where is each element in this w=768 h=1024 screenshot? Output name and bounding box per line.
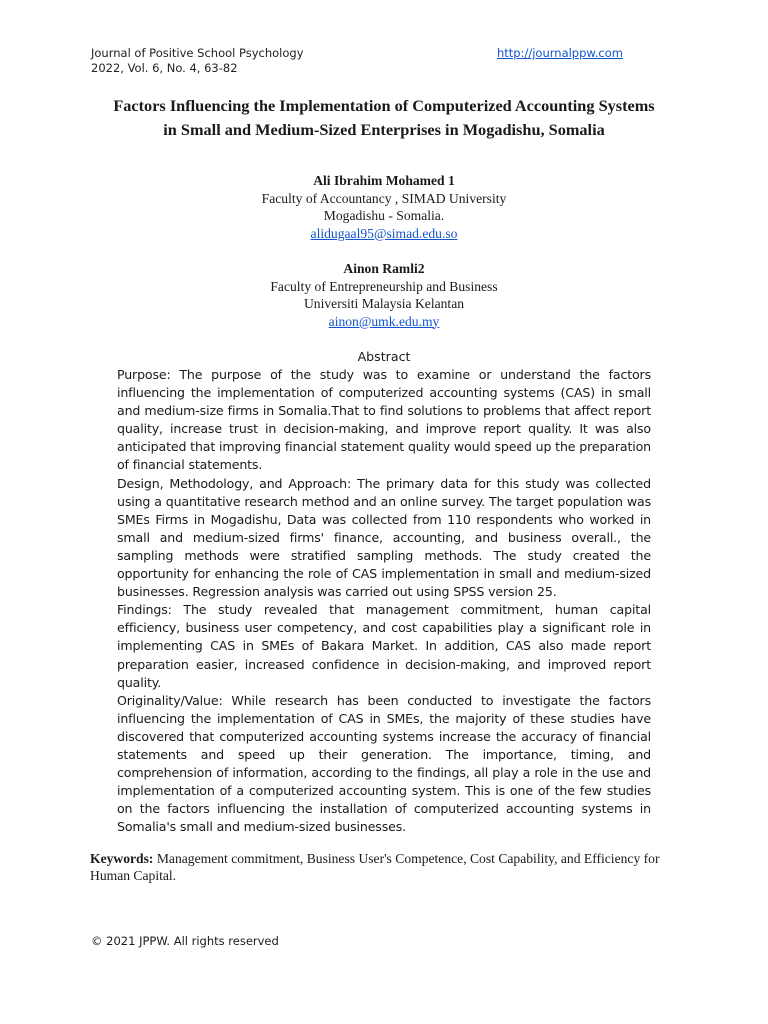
author-email-link[interactable]: alidugaal95@simad.edu.so [310,225,458,241]
abstract-originality: Originality/Value: While research has been conducted to investigate the factors influencing the implementation of CAS in SMEs, the majority of these studies have discovered that computerized accounting systems increase the accuracy of financial statements and speed up their generation. The importance, timing, and comprehension of information, according to the findings, all play a role in the use and implementation of a computerized accounting system. This is one of the few studies on the factors influencing the installation of computerized accounting systems in Somalia's small and medium-sized businesses. [117,692,651,835]
copyright-footer: © 2021 JPPW. All rights reserved [91,934,279,948]
author-location: Universiti Malaysia Kelantan [303,296,465,311]
author-affiliation: Faculty of Accountancy , SIMAD University [261,190,507,206]
journal-url-link[interactable]: http://journalppw.com [497,46,623,60]
author-name: Ali Ibrahim Mohamed 1 [313,173,455,188]
keywords-label: Keywords: [90,851,154,866]
paper-title: Factors Influencing the Implementation of Computerized Accounting Systems in Small and Medium-Sized Enterprises in Mogadishu, Somalia [113,96,655,139]
abstract-design: Design, Methodology, and Approach: The primary data for this study was collected using a quantitative research method and an online survey. The target population was SMEs Firms in Mogadishu, Data was collected from 110 respondents who worked in small and medium-sized firms' finance, accounting, and business overall., the sampling methods were stratified sampling methods. The study created the opportunity for enhancing the role of CAS implementation in small and medium-sized businesses. Regression analysis was carried out using SPSS version 25. [117,475,651,600]
keywords-text: Management commitment, Business User's Competence, Cost Capability, and Efficiency for Human Capital. [90,851,660,883]
journal-name: Journal of Positive School Psychology [91,46,304,60]
author-block-1 [134,172,634,242]
journal-header [91,46,304,76]
volume-info: 2022, Vol. 6, No. 4, 63-82 [91,61,238,75]
author-email-link[interactable]: ainon@umk.edu.my [328,313,440,329]
author-location: Mogadishu - Somalia. [323,208,445,223]
abstract-purpose: Purpose: The purpose of the study was to examine or understand the factors influencing the implementation of computerized accounting systems (CAS) in small and medium-size firms in Somalia.That to find solutions to problems that affect report quality, increase trust in decision-making, and improve report quality. It was also anticipated that improving financial statement quality would speed up the preparation of financial statements. [117,367,651,473]
abstract-findings: Findings: The study revealed that management commitment, human capital efficiency, business user competency, and cost capabilities play a significant role in implementing CAS in SMEs of Bakara Market. In addition, CAS also made report preparation easier, increased confidence in decision-making, and improved report quality. [117,602,651,690]
author-block-2 [134,260,634,330]
author-affiliation: Faculty of Entrepreneurship and Business [270,278,498,294]
author-name: Ainon Ramli2 [343,261,425,276]
abstract-body [117,366,651,836]
keywords [90,850,680,884]
abstract-heading: Abstract [357,349,411,364]
